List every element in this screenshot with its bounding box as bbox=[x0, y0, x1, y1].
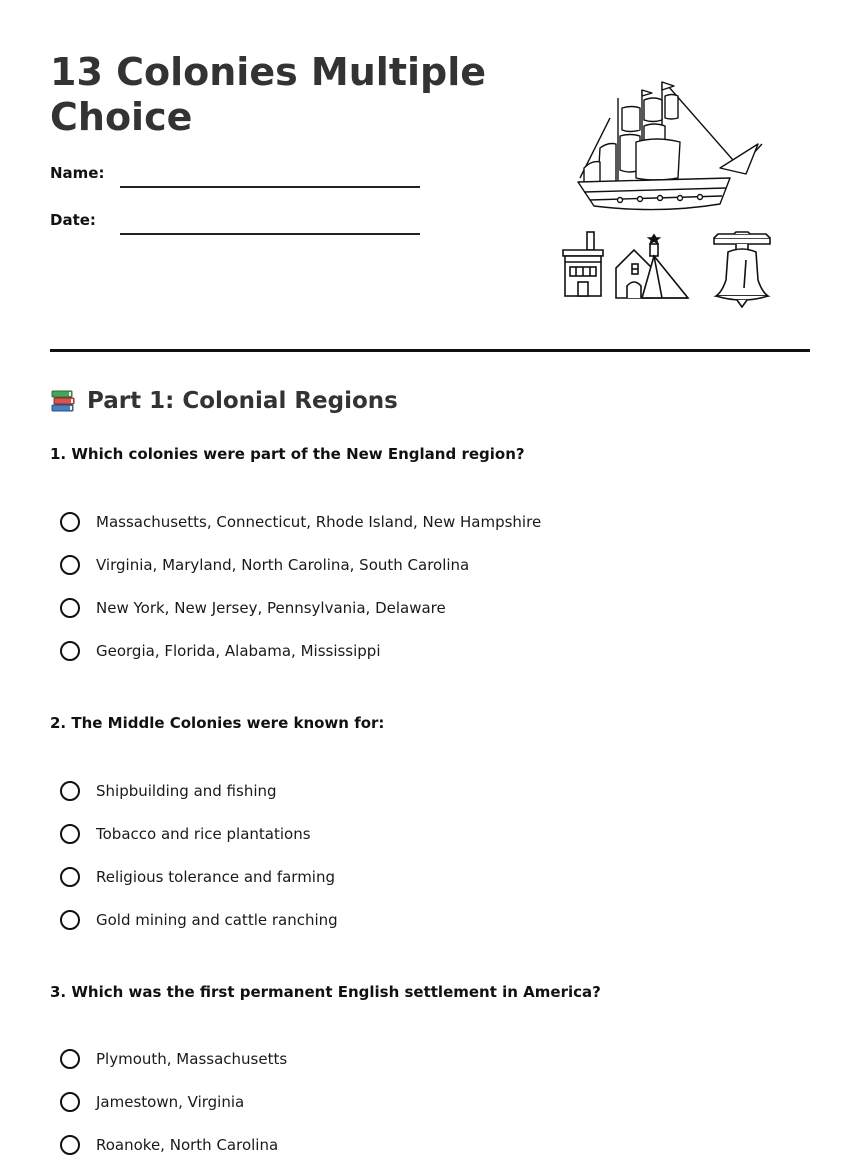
option-label: Religious tolerance and farming bbox=[96, 868, 336, 886]
option-label: Georgia, Florida, Alabama, Mississippi bbox=[96, 642, 381, 660]
liberty-bell-icon bbox=[710, 230, 774, 310]
radio-button[interactable] bbox=[60, 1135, 80, 1155]
radio-button[interactable] bbox=[60, 781, 80, 801]
q3-option-c[interactable] bbox=[60, 1132, 278, 1158]
name-label: Name: bbox=[50, 164, 105, 182]
books-icon bbox=[50, 388, 76, 414]
question-2: 2. The Middle Colonies were known for: bbox=[50, 714, 385, 732]
name-line[interactable] bbox=[120, 186, 420, 188]
section-divider bbox=[50, 349, 810, 352]
q1-option-d[interactable] bbox=[60, 638, 381, 664]
option-label: Roanoke, North Carolina bbox=[96, 1136, 279, 1154]
option-label: Tobacco and rice plantations bbox=[96, 825, 311, 843]
question-1: 1. Which colonies were part of the New England region? bbox=[50, 445, 525, 463]
colonial-house-icon bbox=[560, 230, 606, 300]
q1-option-c[interactable] bbox=[60, 595, 446, 621]
q2-option-a[interactable] bbox=[60, 778, 277, 804]
option-label: Plymouth, Massachusetts bbox=[96, 1050, 288, 1068]
radio-button[interactable] bbox=[60, 555, 80, 575]
name-field[interactable] bbox=[50, 164, 420, 188]
radio-button[interactable] bbox=[60, 1049, 80, 1069]
date-label: Date: bbox=[50, 211, 96, 229]
radio-button[interactable] bbox=[60, 910, 80, 930]
radio-button[interactable] bbox=[60, 867, 80, 887]
q3-option-a[interactable] bbox=[60, 1046, 287, 1072]
date-line[interactable] bbox=[120, 233, 420, 235]
q1-option-b[interactable] bbox=[60, 552, 469, 578]
q2-option-d[interactable] bbox=[60, 907, 338, 933]
radio-button[interactable] bbox=[60, 512, 80, 532]
option-label: Massachusetts, Connecticut, Rhode Island, New Hampshire bbox=[96, 513, 542, 531]
section-heading bbox=[50, 388, 398, 414]
radio-button[interactable] bbox=[60, 598, 80, 618]
option-label: Shipbuilding and fishing bbox=[96, 782, 277, 800]
radio-button[interactable] bbox=[60, 641, 80, 661]
q2-option-c[interactable] bbox=[60, 864, 335, 890]
page-title: 13 Colonies Multiple Choice bbox=[50, 50, 487, 139]
option-label: Gold mining and cattle ranching bbox=[96, 911, 338, 929]
tent-icon bbox=[640, 232, 692, 302]
option-label: Virginia, Maryland, North Carolina, South Carolina bbox=[96, 556, 470, 574]
radio-button[interactable] bbox=[60, 1092, 80, 1112]
q3-option-b[interactable] bbox=[60, 1089, 244, 1115]
date-field[interactable] bbox=[50, 211, 420, 235]
q1-option-a[interactable] bbox=[60, 509, 541, 535]
ship-illustration bbox=[570, 78, 770, 218]
option-label: New York, New Jersey, Pennsylvania, Delaware bbox=[96, 599, 446, 617]
q2-option-b[interactable] bbox=[60, 821, 311, 847]
question-3: 3. Which was the first permanent English settlement in America? bbox=[50, 983, 601, 1001]
section-heading-text: Part 1: Colonial Regions bbox=[87, 388, 398, 414]
radio-button[interactable] bbox=[60, 824, 80, 844]
option-label: Jamestown, Virginia bbox=[96, 1093, 245, 1111]
